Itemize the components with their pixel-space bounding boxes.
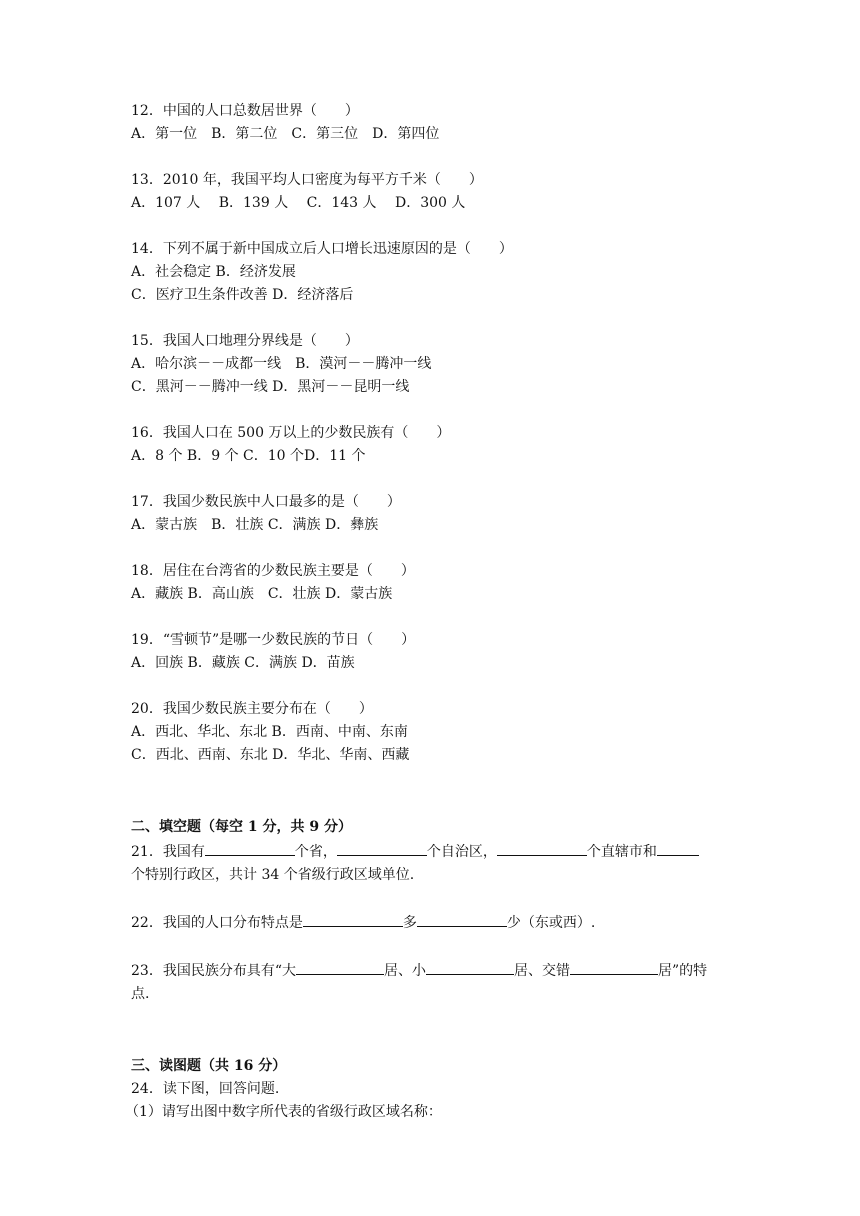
answer-blank[interactable] xyxy=(570,958,658,975)
question-stem: 17．我国少数民族中人口最多的是（ ） xyxy=(131,494,401,510)
question-stem: 18．居住在台湾省的少数民族主要是（ ） xyxy=(131,563,415,579)
q23-text-5: 点. xyxy=(131,986,150,1002)
answer-blank[interactable] xyxy=(417,910,507,927)
q21-text-5: 个特别行政区，共计 34 个省级行政区域单位. xyxy=(131,867,415,883)
section-title: 三、读图题（共 16 分） xyxy=(131,1058,287,1074)
question-16 xyxy=(131,422,741,468)
question-options: A．第一位 B．第二位 C．第三位 D．第四位 xyxy=(131,126,440,142)
answer-blank[interactable] xyxy=(497,839,587,856)
answer-blank[interactable] xyxy=(657,839,699,856)
q21-text-3: 个自治区， xyxy=(426,844,497,860)
answer-blank[interactable] xyxy=(426,958,514,975)
question-24-sub-1: （1）请写出图中数字所代表的省级行政区域名称： xyxy=(125,1104,442,1120)
q21-text-1: 21．我国有 xyxy=(131,844,205,860)
question-stem: 15．我国人口地理分界线是（ ） xyxy=(131,333,359,349)
question-options: A．社会稳定 B．经济发展 xyxy=(131,264,296,280)
question-options: A．107 人 B．139 人 C．143 人 D．300 人 xyxy=(131,195,466,211)
question-19 xyxy=(131,629,741,675)
question-23 xyxy=(131,958,741,1006)
q23-text-4: 居”的特 xyxy=(657,963,708,979)
question-24: 24．读下图，回答问题. xyxy=(131,1081,280,1097)
section-map-reading xyxy=(125,1055,741,1124)
question-stem: 14．下列不属于新中国成立后人口增长迅速原因的是（ ） xyxy=(131,241,513,257)
q22-text-2: 多 xyxy=(402,915,417,931)
q21-text-4: 个直辖市和 xyxy=(586,844,657,860)
question-stem: 16．我国人口在 500 万以上的少数民族有（ ） xyxy=(131,425,451,441)
question-options: A．蒙古族 B．壮族 C．满族 D．彝族 xyxy=(131,517,379,533)
q23-text-2: 居、小 xyxy=(383,963,426,979)
q22-text-1: 22．我国的人口分布特点是 xyxy=(131,915,303,931)
answer-blank[interactable] xyxy=(337,839,427,856)
question-18 xyxy=(131,560,741,606)
q22-text-3: 少（东或西）. xyxy=(506,915,596,931)
q21-text-2: 个省， xyxy=(294,844,337,860)
question-options: A．西北、华北、东北 B．西南、中南、东南 xyxy=(131,724,408,740)
question-21 xyxy=(131,839,741,887)
question-14 xyxy=(131,238,741,307)
section-fill-in xyxy=(131,816,741,1006)
question-options: C．黑河－－腾冲一线 D．黑河－－昆明一线 xyxy=(131,379,410,395)
question-options: A．回族 B．藏族 C．满族 D．苗族 xyxy=(131,655,355,671)
question-options: A．哈尔滨－－成都一线 B．漠河－－腾冲一线 xyxy=(131,356,432,372)
question-22 xyxy=(131,910,741,935)
question-17 xyxy=(131,491,741,537)
question-stem: 19．“雪顿节”是哪一少数民族的节日（ ） xyxy=(131,632,416,648)
answer-blank[interactable] xyxy=(303,910,403,927)
section-title: 二、填空题（每空 1 分，共 9 分） xyxy=(131,819,352,835)
question-options: A．8 个 B．9 个 C．10 个D．11 个 xyxy=(131,448,366,464)
question-stem: 13．2010 年，我国平均人口密度为每平方千米（ ） xyxy=(131,172,483,188)
exam-page xyxy=(125,100,741,1124)
question-13 xyxy=(131,169,741,215)
answer-blank[interactable] xyxy=(296,958,384,975)
question-stem: 20．我国少数民族主要分布在（ ） xyxy=(131,701,373,717)
question-20 xyxy=(131,698,741,767)
question-12 xyxy=(131,100,741,146)
question-15 xyxy=(131,330,741,399)
question-options: C．医疗卫生条件改善 D．经济落后 xyxy=(131,287,354,303)
question-stem: 12．中国的人口总数居世界（ ） xyxy=(131,103,359,119)
answer-blank[interactable] xyxy=(205,839,295,856)
q23-text-3: 居、交错 xyxy=(513,963,570,979)
question-options: C．西北、西南、东北 D．华北、华南、西藏 xyxy=(131,747,410,763)
q23-text-1: 23．我国民族分布具有“大 xyxy=(131,963,296,979)
question-options: A．藏族 B．高山族 C．壮族 D．蒙古族 xyxy=(131,586,393,602)
